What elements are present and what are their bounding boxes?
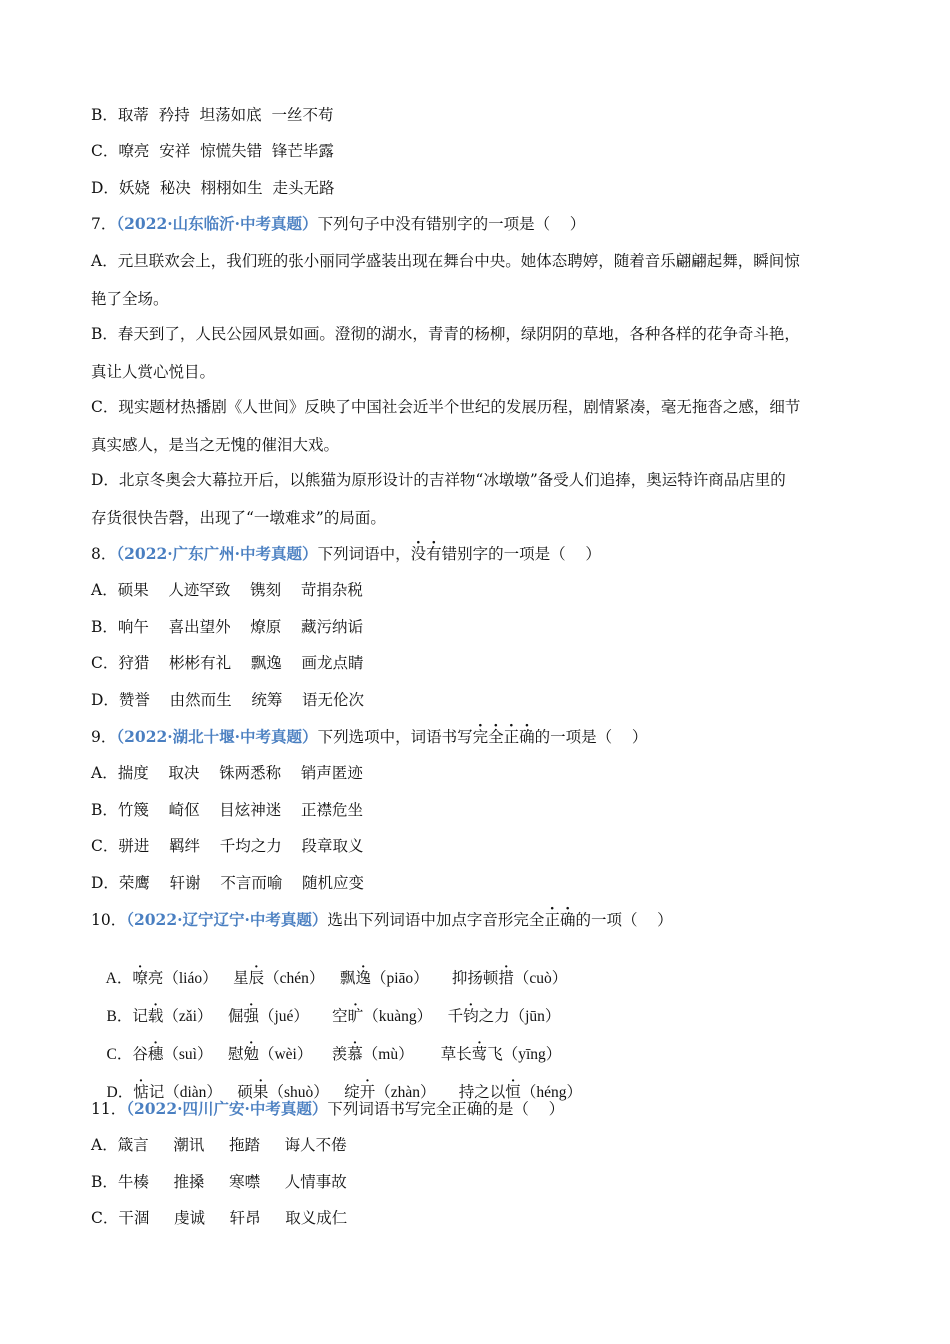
- q10-a-seg: （chén）: [264, 970, 325, 987]
- q10-c-dotted: 慕: [347, 1046, 363, 1063]
- q10-c-seg: C．谷: [106, 1046, 148, 1063]
- q10-a-dotted: 逸: [355, 970, 371, 987]
- q8-option-b: B．响午 喜出望外 燎原 藏污纳诟: [91, 618, 364, 636]
- q10-b-seg: （zǎi）: [163, 1008, 213, 1025]
- q10-c-seg: 草长: [413, 1046, 472, 1063]
- q10-c-dotted: 勉: [243, 1046, 259, 1063]
- q9-number: 9．: [91, 728, 117, 746]
- emphasis-dot-char: 有: [426, 545, 442, 563]
- q9-option-c: C．骈进 羁绊 千均之力 段章取义: [91, 837, 364, 855]
- q10-d-seg: 硕: [221, 1084, 253, 1101]
- q10-c-seg: （wèi）: [258, 1046, 313, 1063]
- q10-b-dotted: 强: [243, 1008, 259, 1025]
- q6-option-c: C．嘹亮 安祥 惊慌失错 锋芒毕露: [91, 142, 334, 160]
- q10-d-seg: （zhàn）: [375, 1084, 436, 1101]
- q10-emphasis-dots: [544, 911, 575, 929]
- emphasis-dot-char: 没: [410, 545, 427, 563]
- q10-a-dotted: 措: [498, 970, 514, 987]
- q11-option-b: B．牛楱 推搡 寒噤 人情事故: [91, 1173, 347, 1191]
- q7-option-b-line2: 真让人赏心悦目。: [91, 363, 216, 381]
- q7-option-d-line2: 存货很快告磬，出现了“一墩难求”的局面。: [91, 509, 386, 527]
- q10-d-dotted: 恒: [505, 1084, 521, 1101]
- emphasis-dot-char: 正: [544, 911, 560, 929]
- q11-number: 11．: [91, 1100, 127, 1118]
- q9-option-d: D．荣鹰 轩谢 不言而喻 随机应变: [91, 874, 365, 892]
- q8-number: 8．: [91, 545, 117, 563]
- q10-a-seg: A．: [105, 970, 133, 987]
- q7-option-d-line1: D．北京冬奥会大幕拉开后，以熊猫为原形设计的吉祥物“冰墩墩”备受人们追捧，奥运特许商品店里的: [91, 471, 786, 489]
- q8-option-c: C．狩猎 彬彬有礼 飘逸 画龙点睛: [91, 654, 364, 672]
- q9-source: （2022·湖北十堰·中考真题）: [116, 727, 318, 746]
- q8-emphasis-dots: [411, 545, 442, 563]
- q10-d-seg: （shuò）: [268, 1084, 329, 1101]
- q10-b-dotted: 载: [147, 1008, 164, 1025]
- q10-c-dotted: 莺: [471, 1046, 488, 1063]
- q6-option-d: D．妖娆 秘决 栩栩如生 走头无路: [91, 179, 335, 197]
- q9-stem-pre: 下列选项中，词语书写: [317, 728, 473, 746]
- q10-c-seg: 慰: [212, 1046, 244, 1063]
- q9-option-b: B．竹篾 崎伛 目炫神迷 正襟危坐: [91, 801, 364, 819]
- q10-d-seg: D．: [106, 1084, 134, 1101]
- q11-stem-text: 下列词语书写完全正确的是（ ）: [327, 1100, 565, 1118]
- q11-stem: [91, 1099, 564, 1119]
- q10-a-seg: 星: [217, 970, 249, 987]
- q10-a-dotted: 嘹: [132, 970, 148, 987]
- q10-b-seg: 之力（jūn）: [478, 1008, 561, 1025]
- q7-stem: [91, 214, 585, 234]
- q9-option-a: A．揣度 取决 铢两悉称 销声匿迹: [91, 764, 363, 782]
- emphasis-dot-char: 确: [519, 728, 535, 746]
- q8-option-a: A．硕果 人迹罕致 镌刻 苛捐杂税: [91, 581, 363, 599]
- emphasis-dot-char: 完: [472, 728, 489, 746]
- q10-a-seg: （piāo）: [370, 970, 429, 987]
- q8-stem: [91, 544, 601, 564]
- q10-c-seg: （suì）: [163, 1046, 213, 1063]
- q10-b-seg: （jué）: [258, 1008, 309, 1025]
- emphasis-dot-char: 全: [488, 728, 504, 746]
- q7-option-a-line2: 艳了全场。: [91, 290, 169, 308]
- q10-stem-post: 的一项（ ）: [575, 911, 673, 929]
- q10-d-dotted: 果: [252, 1084, 269, 1101]
- q8-stem-post: 错别字的一项是（ ）: [441, 545, 601, 563]
- q10-a-seg: （cuò）: [513, 970, 568, 987]
- q10-b-seg: 空: [308, 1008, 348, 1025]
- q10-d-seg: 持之以: [435, 1084, 506, 1101]
- q9-emphasis-dots: [473, 728, 535, 746]
- q10-a-seg: 飘: [324, 970, 356, 987]
- q8-source: （2022·广东广州·中考真题）: [116, 544, 318, 563]
- q10-b-seg: 千: [432, 1008, 464, 1025]
- q7-source: （2022·山东临沂·中考真题）: [116, 214, 318, 233]
- q8-stem-pre: 下列词语中，: [317, 545, 411, 563]
- q6-option-b: B．取蒂 矜持 坦荡如底 一丝不苟: [91, 106, 334, 124]
- q10-c-seg: （mù）: [362, 1046, 414, 1063]
- q10-a-seg: 亮（liáo）: [147, 970, 218, 987]
- q10-stem: [91, 910, 673, 930]
- q10-b-seg: B．记: [106, 1008, 148, 1025]
- q7-option-c-line2: 真实感人，是当之无愧的催泪大戏。: [91, 436, 340, 454]
- q10-c-seg: 飞（yīng）: [487, 1046, 562, 1063]
- q10-b-dotted: 钧: [463, 1008, 479, 1025]
- q10-d-seg: 绽: [328, 1084, 360, 1101]
- q10-d-dotted: 惦: [133, 1084, 149, 1101]
- q7-number: 7．: [91, 215, 117, 233]
- q10-a-seg: 抑扬顿: [428, 970, 499, 987]
- q10-c-dotted: 穗: [147, 1046, 164, 1063]
- q10-d-seg: 记（diàn）: [148, 1084, 222, 1101]
- q11-option-c: C．干涸 虔诚 轩昂 取义成仁: [91, 1209, 348, 1227]
- q7-option-b-line1: B．春天到了，人民公园风景如画。澄彻的湖水，青青的杨柳，绿阴阴的草地，各种各样的花争奇斗艳，: [91, 325, 800, 343]
- q7-stem-text: 下列句子中没有错别字的一项是（ ）: [317, 215, 586, 233]
- q10-d-dotted: 开: [359, 1084, 376, 1101]
- q10-c-seg: 羡: [312, 1046, 348, 1063]
- q10-b-dotted: 旷: [347, 1008, 364, 1025]
- q10-a-dotted: 辰: [248, 970, 265, 987]
- q11-source: （2022·四川广安·中考真题）: [126, 1099, 328, 1118]
- q8-option-d: D．赞誉 由然而生 统筹 语无伦次: [91, 691, 365, 709]
- q10-number: 10．: [91, 911, 127, 929]
- q11-option-a: A．箴言 潮讯 拖踏 诲人不倦: [91, 1136, 347, 1154]
- q10-d-seg: （héng）: [520, 1084, 582, 1101]
- emphasis-dot-char: 正: [503, 728, 520, 746]
- q10-source: （2022·辽宁辽宁·中考真题）: [126, 910, 328, 929]
- q9-stem-post: 的一项是（ ）: [534, 728, 648, 746]
- q7-option-a-line1: A．元旦联欢会上，我们班的张小丽同学盛装出现在舞台中央。她体态聘婷，随着音乐翩翩起舞，瞬间惊: [91, 252, 800, 270]
- q10-b-seg: 倔: [212, 1008, 244, 1025]
- q10-b-seg: （kuàng）: [363, 1008, 433, 1025]
- q10-stem-pre: 选出下列词语中加点字音形完全: [327, 911, 545, 929]
- emphasis-dot-char: 确: [559, 911, 576, 929]
- q7-option-c-line1: C．现实题材热播剧《人世间》反映了中国社会近半个世纪的发展历程，剧情紧凑，毫无拖沓之感，细节: [91, 398, 801, 416]
- q9-stem: [91, 727, 647, 747]
